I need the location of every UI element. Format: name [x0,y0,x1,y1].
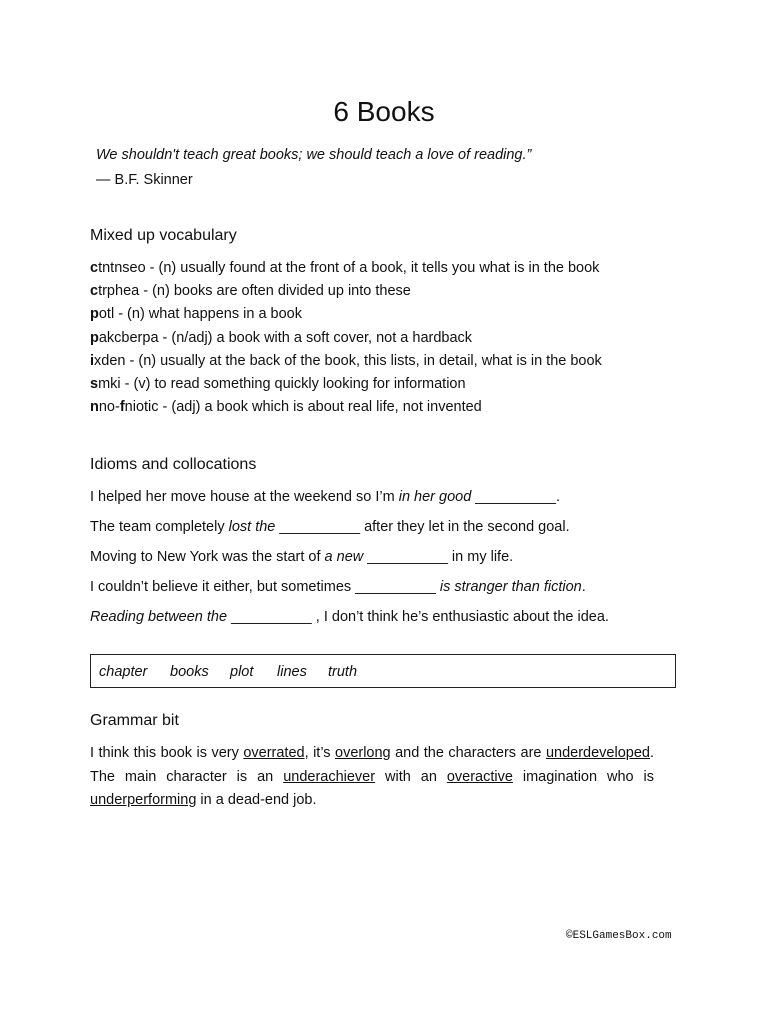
grammar-heading: Grammar bit [90,712,179,729]
vocab-text: akcberpa - (n/adj) a book with a soft cover, not a hardback [98,329,473,346]
grammar-text: with an [375,768,447,785]
grammar-text: I think this book is very [90,745,244,761]
idiom-italic: a new [324,549,364,565]
footer-copyright: ©ESLGamesBox.com [566,930,672,942]
vocab-bold-letter: s [90,376,99,393]
grammar-paragraph [90,742,654,813]
vocab-heading: Mixed up vocabulary [90,227,237,244]
vocab-item [90,373,690,396]
word-box-item: truth [328,664,358,680]
idiom-blank: __________. [471,489,560,505]
idiom-blank: __________ after they let in the second goal. [275,519,570,535]
grammar-underlined-word: overrated [243,745,305,761]
idiom-sentence [90,487,560,507]
grammar-text: , it’s [304,745,335,761]
idiom-italic: Reading between the [90,609,228,625]
vocab-text: trphea - (n) books are often divided up into these [98,283,411,300]
grammar-underlined-word: underachiever [283,768,376,785]
idiom-blank: __________ , I don’t think he’s enthusiastic about the idea. [227,609,609,625]
grammar-underlined-word: overactive [446,768,513,785]
vocab-text: otl - (n) what happens in a book [98,306,302,323]
vocab-item [90,257,690,280]
vocab-item [90,350,690,373]
idiom-sentence [90,607,609,627]
quote-text: We shouldn't teach great books; we should teach a love of reading.” [96,147,532,163]
idiom-blank: __________ in my life. [363,549,514,565]
idiom-text: . [581,579,586,595]
vocab-bold-letter: n [90,399,99,416]
idiom-italic: lost the [228,519,276,535]
vocab-bold-letter: p [90,329,99,346]
word-box-item: chapter [99,664,148,680]
word-box [90,654,676,688]
quote-author: — B.F. Skinner [96,172,193,188]
idiom-text: I couldn’t believe it either, but sometimes __________ [90,579,440,595]
grammar-text: . The main character is an [90,745,654,785]
vocab-text: tntnseo - (n) usually found at the front of a book, it tells you what is in the book [98,260,600,276]
idiom-italic: is stranger than fiction [439,579,582,595]
idiom-text: Moving to New York was the start of [90,549,325,565]
vocab-list [90,257,690,419]
vocab-bold-letter: c [90,283,99,300]
idiom-sentence [90,517,570,537]
grammar-underlined-word: overlong [335,745,391,761]
vocab-text: niotic - (adj) a book which is about real life, not invented [124,399,482,416]
grammar-text: imagination who is [512,768,654,785]
vocab-bold-letter: f [119,399,125,416]
vocab-item [90,303,690,326]
vocab-item [90,280,690,303]
vocab-bold-letter: c [90,260,99,276]
idiom-sentence [90,577,586,597]
vocab-bold-letter: i [90,352,95,369]
grammar-underlined-word: underdeveloped [545,745,650,761]
vocab-text: mki - (v) to read something quickly looking for information [98,376,466,393]
grammar-text: in a dead-end job. [196,792,317,808]
idioms-heading: Idioms and collocations [90,456,257,473]
page-title: 6 Books [333,96,435,127]
vocab-text: xden - (n) usually at the back of the book, this lists, in detail, what is in the book [94,352,602,369]
word-box-item: books [170,664,209,680]
idiom-italic: in her good [398,489,472,505]
vocab-item [90,396,690,419]
vocab-bold-letter: p [90,306,99,323]
idiom-sentence [90,547,513,567]
grammar-text: and the characters are [390,745,546,761]
idiom-text: I helped her move house at the weekend so I’m [90,489,399,505]
vocab-text: no- [98,399,120,416]
vocab-item [90,327,690,350]
word-box-item: plot [230,664,254,680]
idiom-text: The team completely [90,519,229,535]
word-box-item: lines [277,664,307,680]
grammar-underlined-word: underperforming [90,792,197,808]
